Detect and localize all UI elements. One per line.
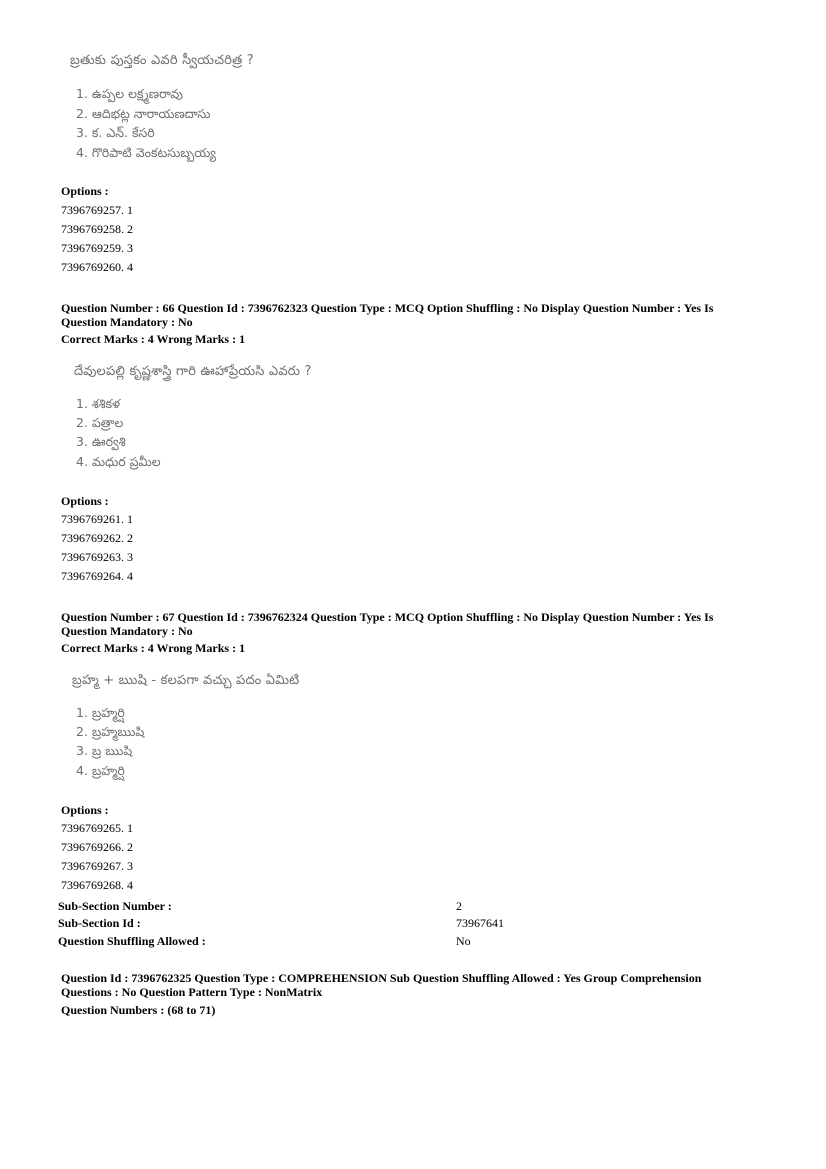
question-66-options-list [61, 510, 133, 586]
question-67-choice-1: 1. బ్రహ్మర్షి [76, 705, 125, 720]
question-66-stem: దేవులపల్లి కృష్ణశాస్త్రి గారి ఊహాప్రేయసి ఎవరు ? [74, 364, 312, 379]
subsection-id-value: 73967641 [456, 916, 504, 930]
option-row: 7396769268. 4 [61, 878, 133, 892]
question-67-stem: బ్రహ్మ + ఋషి - కలపగా వచ్చు పదం ఏమిటి [72, 673, 300, 688]
option-row: 7396769264. 4 [61, 569, 133, 583]
question-66-header-line2: Question Mandatory : No [61, 315, 193, 329]
comprehension-line2: Questions : No Question Pattern Type : NonMatrix [61, 985, 323, 999]
option-row: 7396769263. 3 [61, 550, 133, 564]
question-67-options-label: Options : [61, 803, 109, 817]
question-67-choice-4: 4. బ్రహ్మర్షి [76, 763, 125, 778]
question-66-choice-1: 1. శశికళ [76, 396, 121, 411]
option-row: 7396769260. 4 [61, 260, 133, 274]
option-row: 7396769259. 3 [61, 241, 133, 255]
question-65-options-label: Options : [61, 184, 109, 198]
option-row: 7396769262. 2 [61, 531, 133, 545]
subsection-id-label: Sub-Section Id : [58, 916, 141, 930]
question-67-header-line2: Question Mandatory : No [61, 624, 193, 638]
question-66-choice-3: 3. ఊర్వశి [76, 434, 126, 449]
question-66-marks: Correct Marks : 4 Wrong Marks : 1 [61, 332, 246, 346]
question-66-options-label: Options : [61, 494, 109, 508]
option-row: 7396769257. 1 [61, 203, 133, 217]
question-65-options-list [61, 201, 133, 277]
option-row: 7396769258. 2 [61, 222, 133, 236]
subsection-number-value: 2 [456, 899, 462, 913]
question-66-header-line1: Question Number : 66 Question Id : 7396762323 Question Type : MCQ Option Shuffling : No Display Question Number : Yes Is [61, 301, 714, 315]
option-row: 7396769261. 1 [61, 512, 133, 526]
comprehension-line1: Question Id : 7396762325 Question Type : COMPREHENSION Sub Question Shuffling Allowed : Yes Group Comprehension [61, 971, 702, 985]
question-65-choice-2: 2. ఆదిభట్ల నారాయణదాసు [76, 106, 211, 121]
question-65-choice-1: 1. ఉప్పల లక్ష్మణరావు [76, 86, 183, 101]
question-65-choice-4: 4. గొరిపాటి వెంకటసుబ్బయ్య [76, 145, 216, 160]
question-67-choice-2: 2. బ్రహ్మఋషి [76, 724, 145, 739]
question-67-options-list [61, 819, 133, 895]
question-shuffling-value: No [456, 934, 471, 948]
question-67-marks: Correct Marks : 4 Wrong Marks : 1 [61, 641, 246, 655]
question-65-stem: బ్రతుకు పుస్తకం ఎవరి స్వీయచరిత్ర ? [70, 53, 254, 68]
subsection-number-label: Sub-Section Number : [58, 899, 172, 913]
question-66-choice-2: 2. పత్రాల [76, 415, 124, 430]
question-shuffling-label: Question Shuffling Allowed : [58, 934, 206, 948]
question-65-choice-3: 3. క. ఎన్. కేసరి [76, 125, 155, 140]
option-row: 7396769267. 3 [61, 859, 133, 873]
question-67-header-line1: Question Number : 67 Question Id : 7396762324 Question Type : MCQ Option Shuffling : No Display Question Number : Yes Is [61, 610, 714, 624]
question-66-choice-4: 4. మధుర ప్రమీల [76, 454, 161, 469]
question-67-choice-3: 3. బ్ర ఋషి [76, 743, 133, 758]
option-row: 7396769265. 1 [61, 821, 133, 835]
option-row: 7396769266. 2 [61, 840, 133, 854]
comprehension-question-numbers: Question Numbers : (68 to 71) [61, 1003, 216, 1017]
